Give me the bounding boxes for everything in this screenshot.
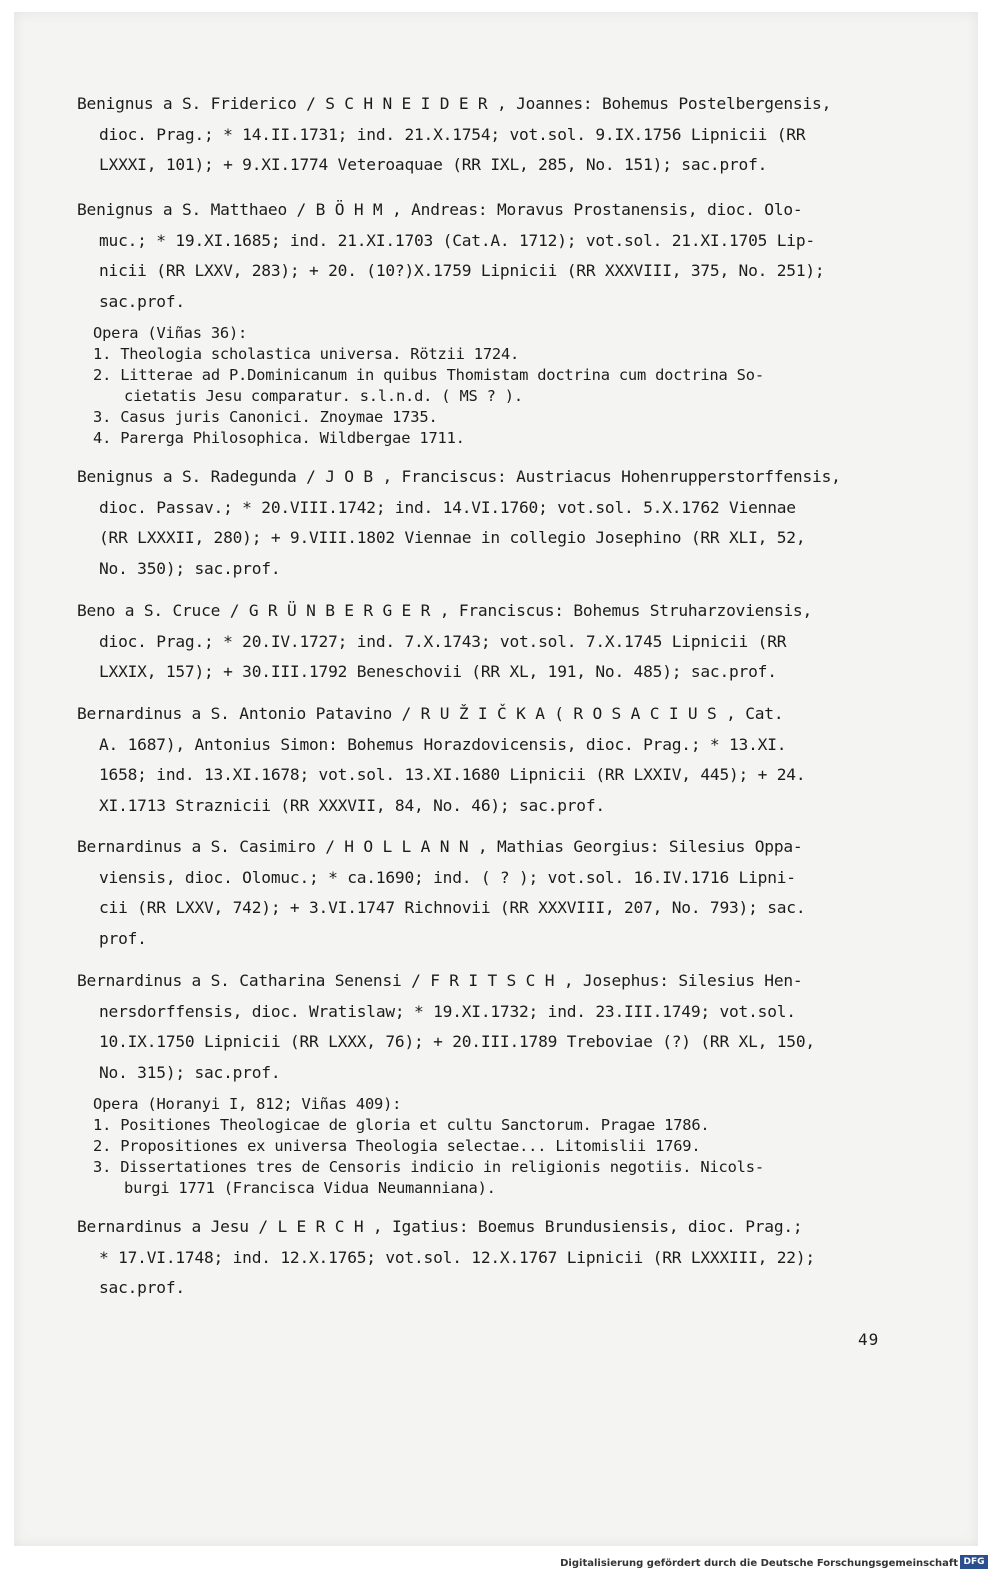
entry-ruzicka xyxy=(77,699,907,821)
entry-text-line: dioc. Prag.; * 14.II.1731; ind. 21.X.1754; vot.sol. 9.IX.1756 Lipnicii (RR xyxy=(99,124,806,144)
opera-list xyxy=(77,1094,907,1199)
opera-item: 2. Propositiones ex universa Theologia selectae... Litomislii 1769. xyxy=(93,1137,701,1155)
entry-text-line: sac.prof. xyxy=(99,291,185,311)
opera-item: 3. Dissertationes tres de Censoris indicio in religionis negotiis. Nicols- xyxy=(93,1158,764,1176)
opera-item-continued: burgi 1771 (Francisca Vidua Neumanniana). xyxy=(124,1179,496,1197)
entry-lerch xyxy=(77,1212,907,1304)
entry-heading-line: Bernardinus a S. Casimiro / H O L L A N N , Mathias Georgius: Silesius Oppa- xyxy=(77,837,803,856)
entry-text-line: LXXXI, 101); + 9.XI.1774 Veteroaquae (RR IXL, 285, No. 151); sac.prof. xyxy=(99,155,768,174)
opera-item: 2. Litterae ad P.Dominicanum in quibus Thomistam doctrina cum doctrina So- xyxy=(93,366,764,384)
page-number: 49 xyxy=(858,1330,880,1349)
entry-text-line: cii (RR LXXV, 742); + 3.VI.1747 Richnovii (RR XXXVIII, 207, No. 793); sac. xyxy=(99,898,806,917)
entry-text-line: 10.IX.1750 Lipnicii (RR LXXX, 76); + 20.III.1789 Treboviae (?) (RR XL, 150, xyxy=(99,1032,815,1051)
entry-heading-line: Bernardinus a S. Antonio Patavino / R U Ž I Č K A ( R O S A C I U S , Cat. xyxy=(77,704,784,723)
entry-job xyxy=(77,462,907,584)
entry-text-line: prof. xyxy=(99,928,147,948)
entry-heading-line: Benignus a S. Radegunda / J O B , Franciscus: Austriacus Hohenrupperstorffensis, xyxy=(77,467,841,486)
opera-item: 1. Positiones Theologicae de gloria et cultu Sanctorum. Pragae 1786. xyxy=(93,1116,710,1134)
digitization-credit: Digitalisierung gefördert durch die Deutsche Forschungsgemeinschaft xyxy=(560,1558,958,1569)
entry-heading-line: Bernardinus a S. Catharina Senensi / F R I T S C H , Josephus: Silesius Hen- xyxy=(77,971,803,990)
entry-boehm xyxy=(77,195,907,449)
entry-heading-line: Bernardinus a Jesu / L E R C H , Igatius: Boemus Brundusiensis, dioc. Prag.; xyxy=(77,1217,803,1236)
opera-item: 1. Theologia scholastica universa. Rötzii 1724. xyxy=(93,345,520,363)
entry-hollann xyxy=(77,832,907,954)
entry-text-line: viensis, dioc. Olomuc.; * ca.1690; ind. ( ? ); vot.sol. 16.IV.1716 Lipni- xyxy=(99,867,796,887)
entry-text-line: * 17.VI.1748; ind. 12.X.1765; vot.sol. 12.X.1767 Lipnicii (RR LXXXIII, 22); xyxy=(99,1247,815,1267)
entry-text-line: dioc. Passav.; * 20.VIII.1742; ind. 14.VI.1760; vot.sol. 5.X.1762 Viennae xyxy=(99,497,796,517)
opera-heading: Opera (Viñas 36): xyxy=(93,324,248,342)
opera-item: 4. Parerga Philosophica. Wildbergae 1711. xyxy=(93,429,465,447)
entry-text-line: dioc. Prag.; * 20.IV.1727; ind. 7.X.1743; vot.sol. 7.X.1745 Lipnicii (RR xyxy=(99,631,787,651)
entry-text-line: (RR LXXXII, 280); + 9.VIII.1802 Viennae in collegio Josephino (RR XLI, 52, xyxy=(99,528,806,547)
opera-item: 3. Casus juris Canonici. Znoymae 1735. xyxy=(93,408,438,426)
entry-heading-line: Benignus a S. Matthaeo / B Ö H M , Andreas: Moravus Prostanensis, dioc. Olo- xyxy=(77,200,803,219)
entry-text-line: nersdorffensis, dioc. Wratislaw; * 19.XI.1732; ind. 23.III.1749; vot.sol. xyxy=(99,1001,796,1021)
entry-text-line: No. 315); sac.prof. xyxy=(99,1062,281,1082)
entry-text-line: A. 1687), Antonius Simon: Bohemus Horazdovicensis, dioc. Prag.; * 13.XI. xyxy=(99,734,787,754)
entry-text-line: muc.; * 19.XI.1685; ind. 21.XI.1703 (Cat.A. 1712); vot.sol. 21.XI.1705 Lip- xyxy=(99,230,815,250)
dfg-logo: DFG xyxy=(960,1555,988,1569)
entry-text-line: LXXIX, 157); + 30.III.1792 Beneschovii (RR XL, 191, No. 485); sac.prof. xyxy=(99,662,777,681)
entry-text-line: sac.prof. xyxy=(99,1278,185,1297)
entry-heading-line: Benignus a S. Friderico / S C H N E I D E R , Joannes: Bohemus Postelbergensis, xyxy=(77,94,832,113)
entry-text-line: nicii (RR LXXV, 283); + 20. (10?)X.1759 Lipnicii (RR XXXVIII, 375, No. 251); xyxy=(99,261,825,280)
opera-heading: Opera (Horanyi I, 812; Viñas 409): xyxy=(93,1095,402,1113)
entry-gruenberger xyxy=(77,596,907,688)
entry-text-line: 1658; ind. 13.XI.1678; vot.sol. 13.XI.1680 Lipnicii (RR LXXIV, 445); + 24. xyxy=(99,765,806,784)
opera-list xyxy=(77,323,907,449)
entry-text-line: No. 350); sac.prof. xyxy=(99,558,281,578)
entry-schneider xyxy=(77,89,907,181)
entry-fritsch xyxy=(77,966,907,1199)
entry-heading-line: Beno a S. Cruce / G R Ü N B E R G E R , Franciscus: Bohemus Struharzoviensis, xyxy=(77,601,813,620)
opera-item-continued: cietatis Jesu comparatur. s.l.n.d. ( MS ? ). xyxy=(124,387,523,405)
entry-text-line: XI.1713 Straznicii (RR XXXVII, 84, No. 46); sac.prof. xyxy=(99,795,605,815)
